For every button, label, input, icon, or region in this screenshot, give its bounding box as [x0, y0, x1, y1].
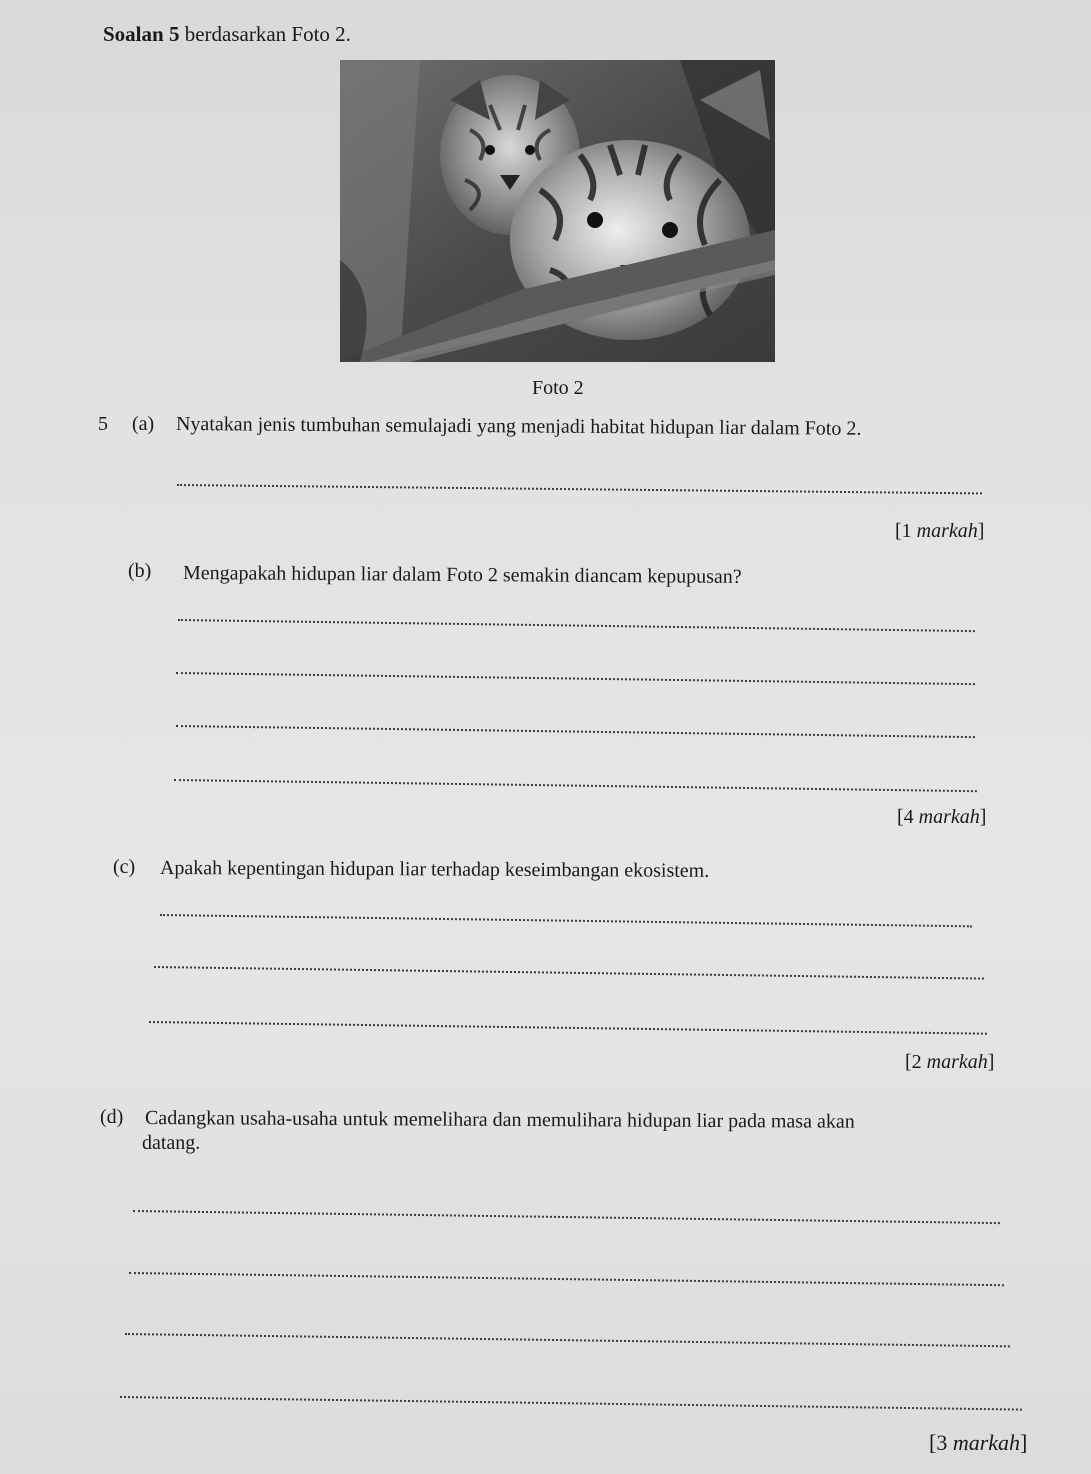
- part-c-marks: [2 markah]: [905, 1051, 995, 1073]
- answer-line-d3[interactable]: [125, 1333, 1010, 1347]
- part-a-mark-word: markah: [916, 520, 978, 542]
- part-a-question: Nyatakan jenis tumbuhan semulajadi yang menjadi habitat hidupan liar dalam Foto 2.: [175, 413, 862, 440]
- part-b-label: (b): [128, 560, 152, 582]
- part-a-label: (a): [132, 413, 155, 435]
- part-d-mark-num: 3: [936, 1430, 948, 1455]
- part-c-mark-num: 2: [911, 1051, 922, 1073]
- answer-line-d2[interactable]: [129, 1272, 1004, 1286]
- part-c-label: (c): [113, 856, 136, 878]
- answer-line-c3[interactable]: [149, 1021, 987, 1035]
- part-a-marks: [1 markah]: [895, 520, 985, 542]
- part-d-mark-word: markah: [952, 1430, 1021, 1455]
- part-d-question-line1: Cadangkan usaha-usaha untuk memelihara dan memulihara hidupan liar pada masa akan: [144, 1107, 855, 1133]
- answer-line-d1[interactable]: [133, 1210, 1000, 1224]
- part-a-mark-num: 1: [901, 520, 912, 542]
- question-intro: [103, 22, 351, 47]
- intro-bold: Soalan 5: [103, 22, 180, 46]
- answer-line-b3[interactable]: [176, 725, 975, 738]
- answer-line-b4[interactable]: [174, 779, 977, 792]
- part-b-marks: [4 markah]: [897, 806, 987, 828]
- part-b-mark-word: markah: [918, 806, 980, 828]
- answer-line-c2[interactable]: [154, 966, 984, 980]
- part-c-mark-word: markah: [926, 1051, 988, 1073]
- photo-caption: Foto 2: [532, 377, 584, 399]
- intro-rest: berdasarkan Foto 2.: [179, 22, 351, 46]
- tiger-photo-image: [340, 60, 775, 362]
- answer-line-a1[interactable]: [177, 484, 982, 494]
- part-d-question-line2: datang.: [142, 1132, 201, 1154]
- answer-line-b1[interactable]: [178, 619, 975, 632]
- part-b-mark-num: 4: [903, 806, 914, 828]
- question-number: 5: [98, 413, 108, 435]
- part-b-question: Mengapakah hidupan liar dalam Foto 2 semakin diancam kepupusan?: [182, 562, 742, 588]
- answer-line-d4[interactable]: [120, 1396, 1022, 1411]
- tiger-photo: [340, 60, 775, 362]
- answer-line-c1[interactable]: [160, 914, 972, 927]
- answer-line-b2[interactable]: [176, 672, 975, 685]
- part-d-label: (d): [100, 1106, 124, 1128]
- part-d-marks: [3 markah]: [929, 1430, 1028, 1455]
- part-c-question: Apakah kepentingan hidupan liar terhadap keseimbangan ekosistem.: [159, 857, 710, 882]
